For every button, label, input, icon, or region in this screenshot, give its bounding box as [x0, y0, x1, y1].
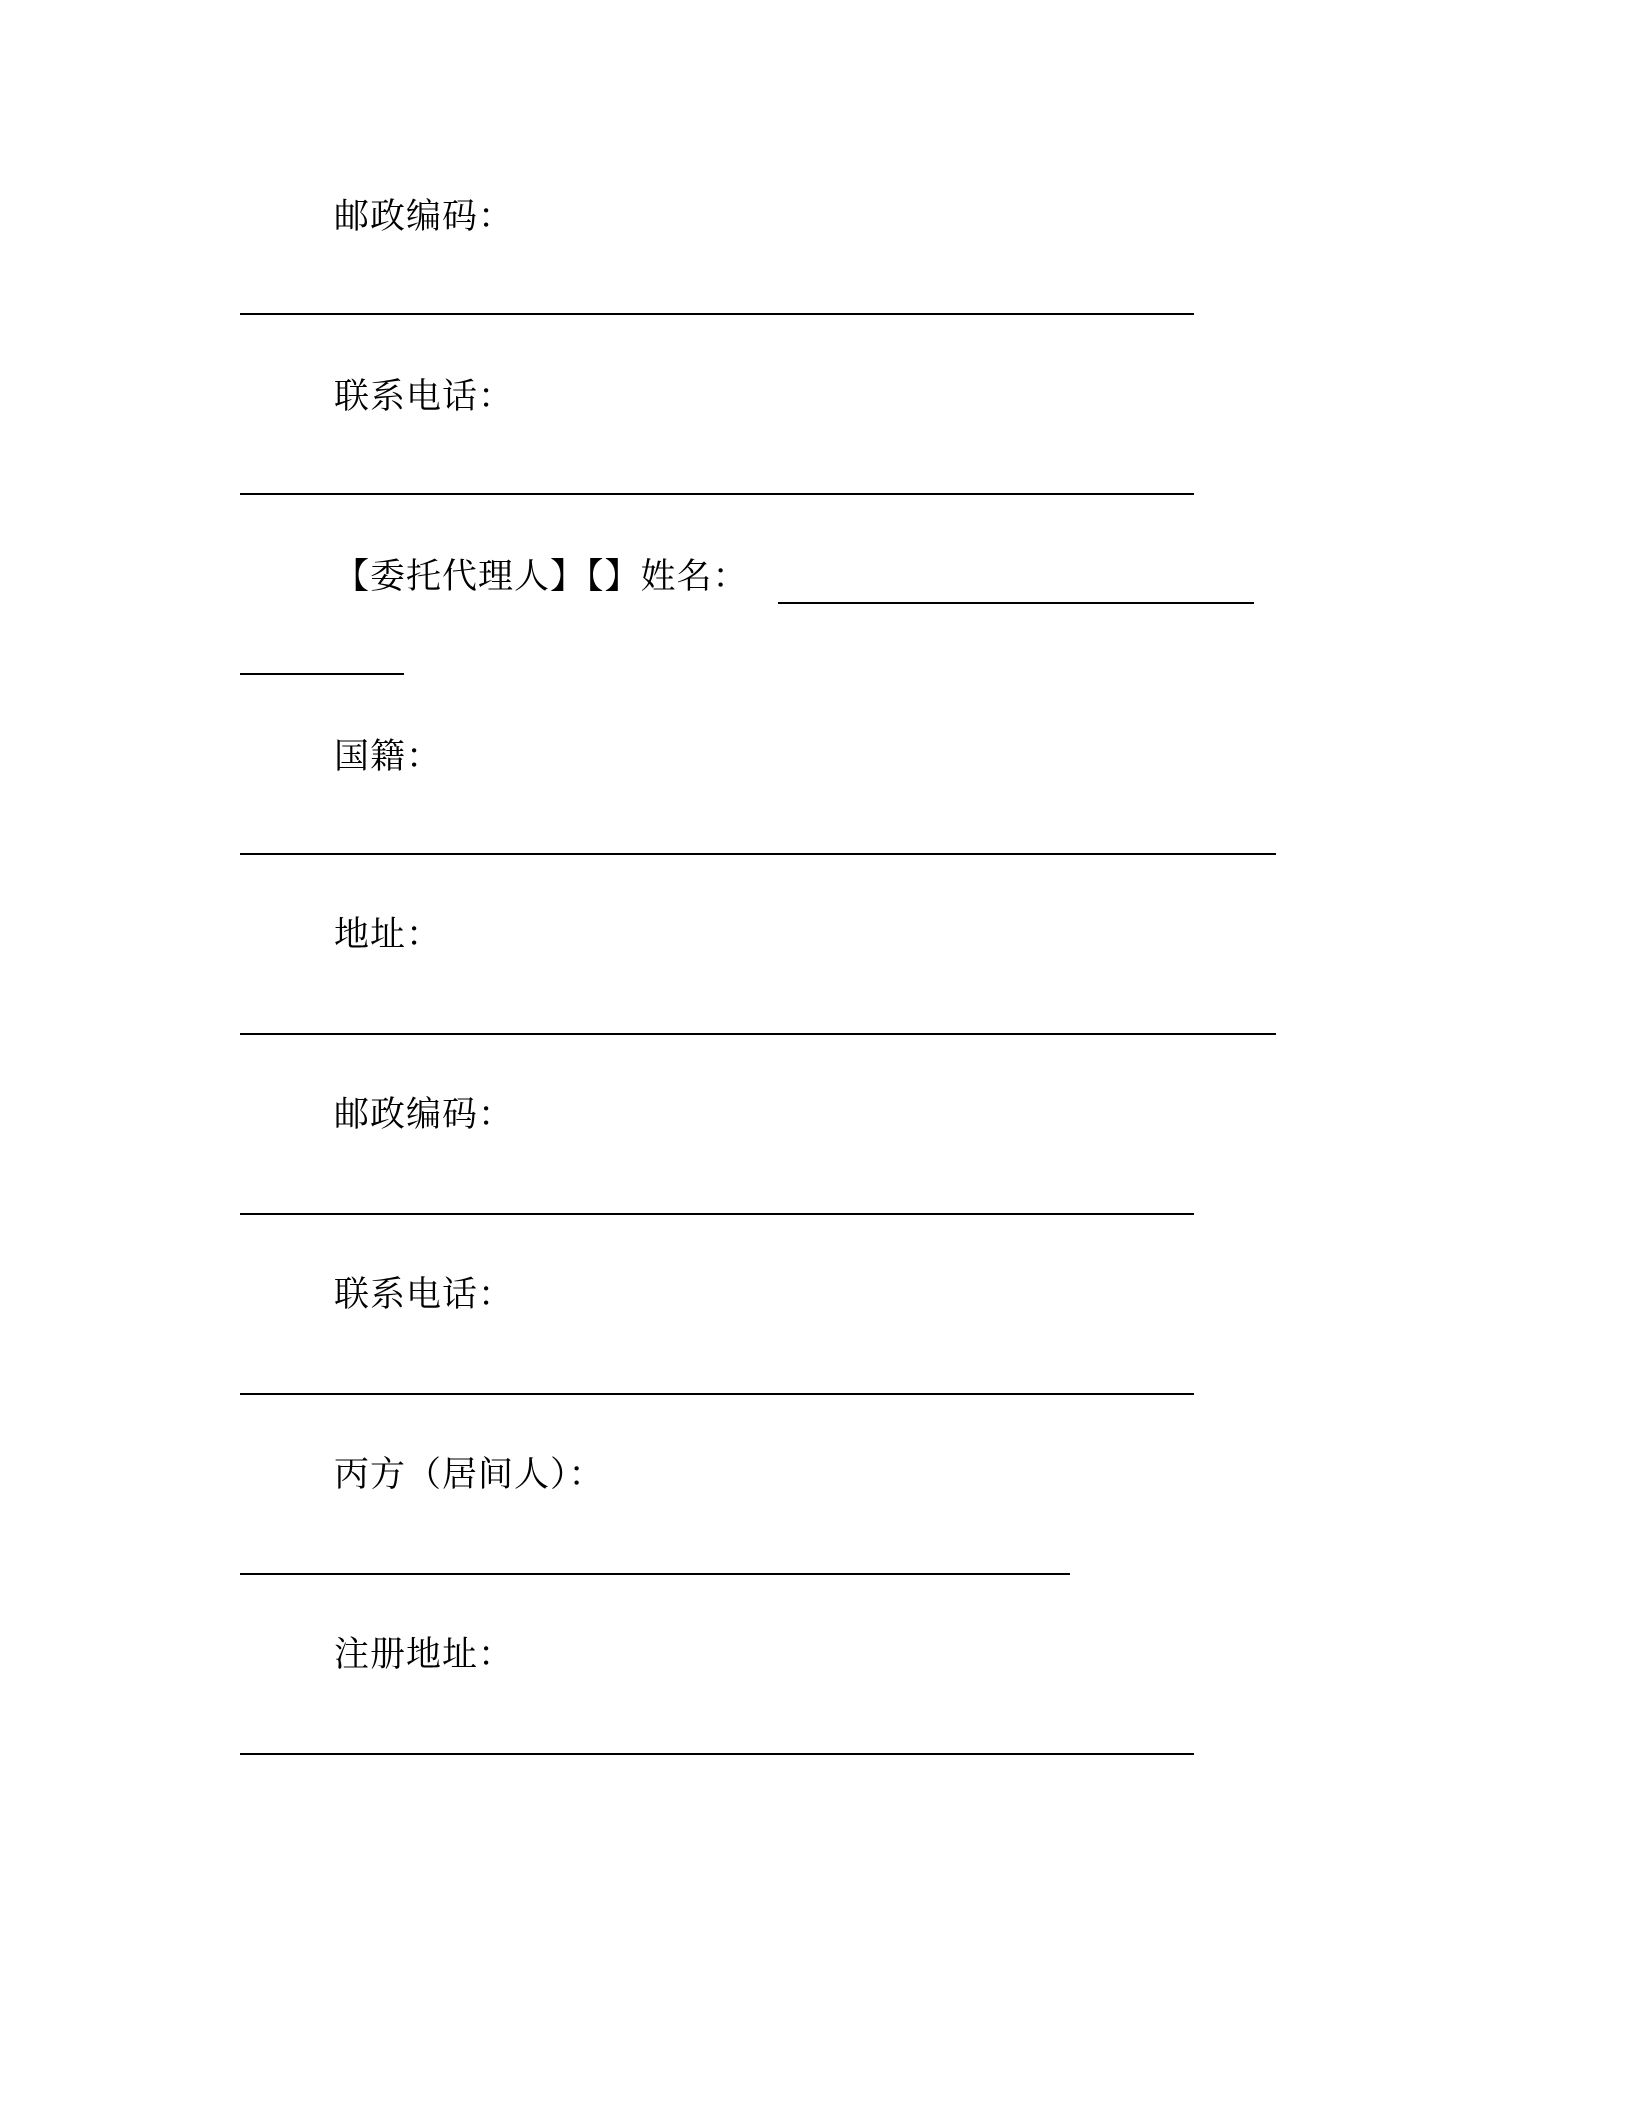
blank-line-registered-address[interactable] [240, 1753, 1194, 1755]
field-label-nationality: 国籍： [334, 737, 443, 777]
blank-line-agent-name-cont[interactable] [240, 673, 404, 675]
field-label-agent-name: 【委托代理人】【】姓名： [334, 557, 749, 597]
blank-line-phone-1[interactable] [240, 493, 1194, 495]
field-label-postal-code-1: 邮政编码： [334, 197, 515, 237]
field-label-party-c: 丙方（居间人）： [334, 1455, 605, 1495]
blank-line-party-c[interactable] [240, 1573, 1070, 1575]
field-label-address: 地址： [334, 915, 443, 955]
field-label-postal-code-2: 邮政编码： [334, 1095, 515, 1135]
blank-line-postal-code-1[interactable] [240, 313, 1194, 315]
blank-line-postal-code-2[interactable] [240, 1213, 1194, 1215]
blank-line-phone-2[interactable] [240, 1393, 1194, 1395]
field-label-phone-1: 联系电话： [334, 377, 515, 417]
field-label-phone-2: 联系电话： [334, 1275, 515, 1315]
blank-line-agent-name-inline[interactable] [778, 602, 1254, 604]
blank-line-nationality[interactable] [240, 853, 1276, 855]
blank-line-address[interactable] [240, 1033, 1276, 1035]
field-label-registered-address: 注册地址： [334, 1635, 515, 1675]
